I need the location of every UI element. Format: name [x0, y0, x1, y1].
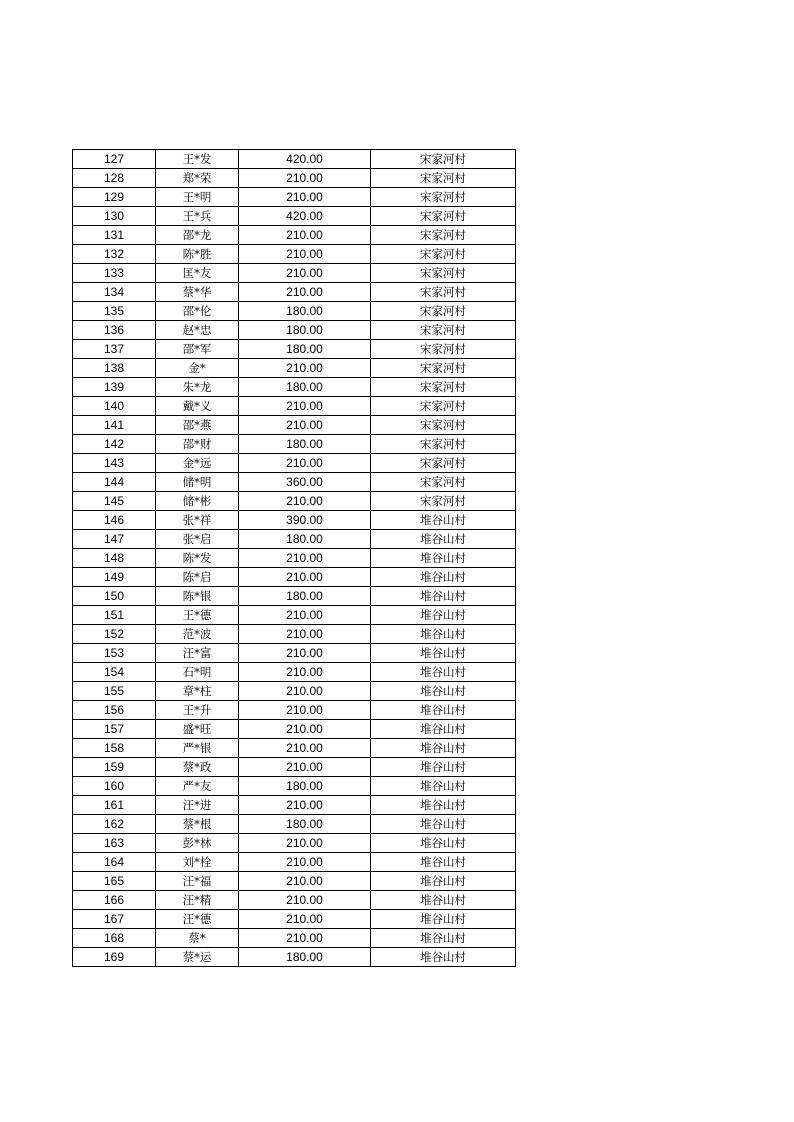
- row-number-cell: 133: [73, 264, 156, 283]
- name-cell: 章*柱: [156, 682, 239, 701]
- name-cell: 郑*荣: [156, 169, 239, 188]
- row-number-cell: 148: [73, 549, 156, 568]
- table-row: [73, 682, 516, 701]
- village-cell: 宋家河村: [371, 283, 516, 302]
- row-number-cell: 156: [73, 701, 156, 720]
- row-number-cell: 132: [73, 245, 156, 264]
- name-cell: 蔡*政: [156, 758, 239, 777]
- amount-cell: 210.00: [239, 720, 371, 739]
- amount-cell: 210.00: [239, 758, 371, 777]
- amount-cell: 180.00: [239, 815, 371, 834]
- name-cell: 严*友: [156, 777, 239, 796]
- amount-cell: 210.00: [239, 169, 371, 188]
- amount-cell: 210.00: [239, 910, 371, 929]
- name-cell: 张*启: [156, 530, 239, 549]
- table-row: [73, 378, 516, 397]
- row-number-cell: 159: [73, 758, 156, 777]
- row-number-cell: 130: [73, 207, 156, 226]
- name-cell: 陈*胜: [156, 245, 239, 264]
- village-cell: 宋家河村: [371, 416, 516, 435]
- table-row: [73, 606, 516, 625]
- name-cell: 汪*德: [156, 910, 239, 929]
- amount-cell: 210.00: [239, 606, 371, 625]
- village-cell: 宋家河村: [371, 397, 516, 416]
- amount-cell: 210.00: [239, 872, 371, 891]
- table-row: [73, 207, 516, 226]
- row-number-cell: 134: [73, 283, 156, 302]
- amount-cell: 210.00: [239, 796, 371, 815]
- row-number-cell: 152: [73, 625, 156, 644]
- village-cell: 堆谷山村: [371, 511, 516, 530]
- table-row: [73, 739, 516, 758]
- village-cell: 宋家河村: [371, 340, 516, 359]
- row-number-cell: 163: [73, 834, 156, 853]
- amount-cell: 210.00: [239, 853, 371, 872]
- table-row: [73, 568, 516, 587]
- row-number-cell: 144: [73, 473, 156, 492]
- name-cell: 汪*福: [156, 872, 239, 891]
- amount-cell: 210.00: [239, 568, 371, 587]
- table-row: [73, 796, 516, 815]
- village-cell: 堆谷山村: [371, 587, 516, 606]
- table-row: [73, 530, 516, 549]
- name-cell: 张*祥: [156, 511, 239, 530]
- row-number-cell: 150: [73, 587, 156, 606]
- name-cell: 蔡*根: [156, 815, 239, 834]
- village-cell: 堆谷山村: [371, 644, 516, 663]
- amount-cell: 180.00: [239, 378, 371, 397]
- village-cell: 堆谷山村: [371, 606, 516, 625]
- table-row: [73, 872, 516, 891]
- row-number-cell: 151: [73, 606, 156, 625]
- name-cell: 陈*启: [156, 568, 239, 587]
- village-cell: 堆谷山村: [371, 549, 516, 568]
- name-cell: 邵*财: [156, 435, 239, 454]
- name-cell: 王*兵: [156, 207, 239, 226]
- name-cell: 戴*义: [156, 397, 239, 416]
- village-cell: 堆谷山村: [371, 796, 516, 815]
- name-cell: 范*波: [156, 625, 239, 644]
- table-row: [73, 815, 516, 834]
- table-row: [73, 169, 516, 188]
- table-row: [73, 245, 516, 264]
- amount-cell: 390.00: [239, 511, 371, 530]
- row-number-cell: 129: [73, 188, 156, 207]
- row-number-cell: 135: [73, 302, 156, 321]
- amount-cell: 360.00: [239, 473, 371, 492]
- row-number-cell: 154: [73, 663, 156, 682]
- amount-cell: 420.00: [239, 207, 371, 226]
- table-row: [73, 663, 516, 682]
- village-cell: 堆谷山村: [371, 815, 516, 834]
- name-cell: 邵*龙: [156, 226, 239, 245]
- amount-cell: 180.00: [239, 340, 371, 359]
- village-cell: 宋家河村: [371, 492, 516, 511]
- amount-cell: 210.00: [239, 264, 371, 283]
- table-row: [73, 549, 516, 568]
- table-row: [73, 910, 516, 929]
- table-row: [73, 777, 516, 796]
- amount-cell: 210.00: [239, 188, 371, 207]
- table-row: [73, 492, 516, 511]
- village-cell: 堆谷山村: [371, 568, 516, 587]
- name-cell: 王*发: [156, 150, 239, 169]
- row-number-cell: 165: [73, 872, 156, 891]
- row-number-cell: 140: [73, 397, 156, 416]
- village-cell: 宋家河村: [371, 169, 516, 188]
- row-number-cell: 131: [73, 226, 156, 245]
- village-cell: 堆谷山村: [371, 701, 516, 720]
- village-cell: 堆谷山村: [371, 929, 516, 948]
- amount-cell: 180.00: [239, 530, 371, 549]
- amount-cell: 210.00: [239, 891, 371, 910]
- amount-cell: 180.00: [239, 777, 371, 796]
- village-cell: 堆谷山村: [371, 777, 516, 796]
- amount-cell: 210.00: [239, 492, 371, 511]
- row-number-cell: 142: [73, 435, 156, 454]
- amount-cell: 210.00: [239, 834, 371, 853]
- row-number-cell: 158: [73, 739, 156, 758]
- name-cell: 彭*林: [156, 834, 239, 853]
- row-number-cell: 162: [73, 815, 156, 834]
- amount-cell: 210.00: [239, 454, 371, 473]
- name-cell: 储*彬: [156, 492, 239, 511]
- row-number-cell: 127: [73, 150, 156, 169]
- table-row: [73, 264, 516, 283]
- name-cell: 刘*栓: [156, 853, 239, 872]
- village-cell: 堆谷山村: [371, 663, 516, 682]
- name-cell: 金*远: [156, 454, 239, 473]
- village-cell: 宋家河村: [371, 207, 516, 226]
- name-cell: 金*: [156, 359, 239, 378]
- row-number-cell: 136: [73, 321, 156, 340]
- name-cell: 石*明: [156, 663, 239, 682]
- table-row: [73, 226, 516, 245]
- amount-cell: 180.00: [239, 302, 371, 321]
- table-row: [73, 891, 516, 910]
- village-cell: 堆谷山村: [371, 834, 516, 853]
- name-cell: 盛*旺: [156, 720, 239, 739]
- table-row: [73, 758, 516, 777]
- row-number-cell: 155: [73, 682, 156, 701]
- village-cell: 宋家河村: [371, 226, 516, 245]
- row-number-cell: 138: [73, 359, 156, 378]
- table-row: [73, 834, 516, 853]
- village-cell: 堆谷山村: [371, 739, 516, 758]
- amount-cell: 210.00: [239, 663, 371, 682]
- table-row: [73, 948, 516, 967]
- name-cell: 储*明: [156, 473, 239, 492]
- row-number-cell: 160: [73, 777, 156, 796]
- village-cell: 宋家河村: [371, 302, 516, 321]
- name-cell: 陈*银: [156, 587, 239, 606]
- amount-cell: 180.00: [239, 948, 371, 967]
- village-cell: 宋家河村: [371, 264, 516, 283]
- name-cell: 邵*伦: [156, 302, 239, 321]
- table-row: [73, 454, 516, 473]
- table-row: [73, 302, 516, 321]
- row-number-cell: 137: [73, 340, 156, 359]
- table-row: [73, 473, 516, 492]
- row-number-cell: 145: [73, 492, 156, 511]
- row-number-cell: 139: [73, 378, 156, 397]
- table-row: [73, 359, 516, 378]
- row-number-cell: 147: [73, 530, 156, 549]
- table-row: [73, 511, 516, 530]
- amount-cell: 210.00: [239, 739, 371, 758]
- subsidy-table: [72, 149, 516, 967]
- name-cell: 王*德: [156, 606, 239, 625]
- name-cell: 赵*忠: [156, 321, 239, 340]
- name-cell: 邵*燕: [156, 416, 239, 435]
- name-cell: 王*升: [156, 701, 239, 720]
- name-cell: 陈*发: [156, 549, 239, 568]
- row-number-cell: 169: [73, 948, 156, 967]
- village-cell: 堆谷山村: [371, 853, 516, 872]
- table-row: [73, 150, 516, 169]
- row-number-cell: 166: [73, 891, 156, 910]
- village-cell: 堆谷山村: [371, 682, 516, 701]
- table-row: [73, 625, 516, 644]
- name-cell: 邵*军: [156, 340, 239, 359]
- amount-cell: 210.00: [239, 549, 371, 568]
- amount-cell: 210.00: [239, 929, 371, 948]
- name-cell: 匡*友: [156, 264, 239, 283]
- village-cell: 堆谷山村: [371, 758, 516, 777]
- table-row: [73, 321, 516, 340]
- row-number-cell: 157: [73, 720, 156, 739]
- table-row: [73, 397, 516, 416]
- village-cell: 宋家河村: [371, 245, 516, 264]
- amount-cell: 210.00: [239, 283, 371, 302]
- amount-cell: 180.00: [239, 435, 371, 454]
- amount-cell: 180.00: [239, 321, 371, 340]
- amount-cell: 210.00: [239, 226, 371, 245]
- name-cell: 汪*富: [156, 644, 239, 663]
- village-cell: 宋家河村: [371, 473, 516, 492]
- amount-cell: 210.00: [239, 359, 371, 378]
- village-cell: 堆谷山村: [371, 910, 516, 929]
- table-row: [73, 435, 516, 454]
- amount-cell: 420.00: [239, 150, 371, 169]
- village-cell: 堆谷山村: [371, 948, 516, 967]
- row-number-cell: 167: [73, 910, 156, 929]
- table-body: [73, 150, 516, 967]
- name-cell: 严*银: [156, 739, 239, 758]
- name-cell: 蔡*: [156, 929, 239, 948]
- subsidy-list-sheet: [72, 149, 515, 967]
- row-number-cell: 143: [73, 454, 156, 473]
- row-number-cell: 153: [73, 644, 156, 663]
- amount-cell: 210.00: [239, 682, 371, 701]
- amount-cell: 210.00: [239, 416, 371, 435]
- village-cell: 堆谷山村: [371, 891, 516, 910]
- row-number-cell: 128: [73, 169, 156, 188]
- table-row: [73, 188, 516, 207]
- table-row: [73, 416, 516, 435]
- amount-cell: 210.00: [239, 625, 371, 644]
- amount-cell: 180.00: [239, 587, 371, 606]
- table-row: [73, 644, 516, 663]
- row-number-cell: 161: [73, 796, 156, 815]
- row-number-cell: 164: [73, 853, 156, 872]
- village-cell: 宋家河村: [371, 188, 516, 207]
- table-row: [73, 720, 516, 739]
- name-cell: 汪*精: [156, 891, 239, 910]
- village-cell: 堆谷山村: [371, 872, 516, 891]
- table-row: [73, 340, 516, 359]
- row-number-cell: 141: [73, 416, 156, 435]
- row-number-cell: 146: [73, 511, 156, 530]
- village-cell: 宋家河村: [371, 435, 516, 454]
- village-cell: 堆谷山村: [371, 625, 516, 644]
- village-cell: 堆谷山村: [371, 720, 516, 739]
- name-cell: 王*明: [156, 188, 239, 207]
- village-cell: 宋家河村: [371, 378, 516, 397]
- table-row: [73, 283, 516, 302]
- amount-cell: 210.00: [239, 245, 371, 264]
- amount-cell: 210.00: [239, 644, 371, 663]
- row-number-cell: 168: [73, 929, 156, 948]
- amount-cell: 210.00: [239, 397, 371, 416]
- village-cell: 宋家河村: [371, 359, 516, 378]
- row-number-cell: 149: [73, 568, 156, 587]
- table-row: [73, 587, 516, 606]
- village-cell: 堆谷山村: [371, 530, 516, 549]
- table-row: [73, 701, 516, 720]
- village-cell: 宋家河村: [371, 454, 516, 473]
- village-cell: 宋家河村: [371, 150, 516, 169]
- name-cell: 汪*进: [156, 796, 239, 815]
- name-cell: 蔡*运: [156, 948, 239, 967]
- name-cell: 蔡*华: [156, 283, 239, 302]
- table-row: [73, 929, 516, 948]
- name-cell: 朱*龙: [156, 378, 239, 397]
- village-cell: 宋家河村: [371, 321, 516, 340]
- table-row: [73, 853, 516, 872]
- amount-cell: 210.00: [239, 701, 371, 720]
